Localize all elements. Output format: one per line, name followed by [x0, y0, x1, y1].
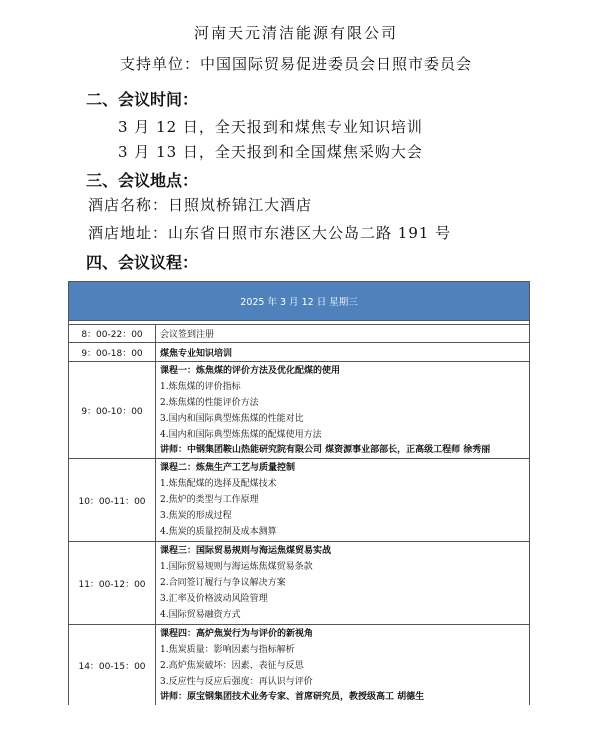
- course-title: 课程四：高炉焦炭行为与评价的新视角: [160, 629, 314, 639]
- table-row: [69, 459, 530, 542]
- agenda-table: [68, 281, 530, 705]
- course-item: 1.炼焦配煤的选择及配煤技术: [160, 479, 277, 489]
- support-unit: 支持单位：中国国际贸易促进委员会日照市委员会: [120, 55, 473, 73]
- course-item: 4.国内和国际典型炼焦煤的配煤使用方法: [160, 430, 322, 440]
- course-item: 1.炼焦煤的评价指标: [160, 382, 241, 392]
- hotel-address: 酒店地址：山东省日照市东港区大公岛二路 191 号: [88, 224, 452, 242]
- time-cell: 14：00-15：00: [69, 625, 156, 706]
- time-cell: 10：00-11：00: [69, 459, 156, 542]
- agenda-date-header: 2025 年 3 月 12 日 星期三: [69, 282, 530, 321]
- time-cell: 8：00-22：00: [69, 325, 156, 343]
- course-item: 4.焦炭的质量控制及成本测算: [160, 527, 277, 537]
- course-item: 2.焦炉的类型与工作原理: [160, 495, 259, 505]
- course-cell: [156, 542, 530, 625]
- course-item: 3.国内和国际典型炼焦煤的性能对比: [160, 414, 304, 424]
- course-cell: [156, 459, 530, 542]
- course-lecturer: 讲师：原宝钢集团技术业务专家、首席研究员，教授级高工 胡德生: [160, 692, 425, 702]
- content-cell: 会议签到注册: [156, 325, 530, 343]
- course-item: 3.焦炭的形成过程: [160, 511, 232, 521]
- agenda-date-row: [69, 282, 530, 321]
- course-item: 4.国际贸易融资方式: [160, 610, 241, 620]
- schedule-day-2: 3 月 13 日，全天报到和全国煤焦采购大会: [118, 143, 423, 161]
- company-name: 河南天元清洁能源有限公司: [193, 24, 398, 42]
- content-cell: 煤焦专业知识培训: [156, 343, 530, 362]
- table-row: [69, 362, 530, 459]
- course-item: 2.高炉焦炭破坏：因素、表征与反思: [160, 661, 304, 671]
- table-row: [69, 343, 530, 362]
- course-cell: [156, 625, 530, 706]
- schedule-day-1: 3 月 12 日，全天报到和煤焦专业知识培训: [118, 118, 423, 136]
- table-row: [69, 542, 530, 625]
- section-heading-venue: 三、会议地点：: [86, 171, 199, 190]
- course-item: 2.炼焦煤的性能评价方法: [160, 398, 259, 408]
- course-lecturer: 讲师：中钢集团鞍山热能研究院有限公司 煤资源事业部部长，正高级工程师 徐秀丽: [160, 445, 491, 455]
- course-item: 2.合同签订履行与争议解决方案: [160, 578, 286, 588]
- course-item: 1.焦炭质量：影响因素与指标解析: [160, 645, 295, 655]
- hotel-name: 酒店名称：日照岚桥锦江大酒店: [88, 196, 313, 214]
- course-item: 3.汇率及价格波动风险管理: [160, 594, 268, 604]
- time-cell: 9：00-18：00: [69, 343, 156, 362]
- time-cell: 9：00-10：00: [69, 362, 156, 459]
- course-title: 课程三：国际贸易规则与海运焦煤贸易实战: [160, 546, 332, 556]
- table-row: [69, 325, 530, 343]
- course-cell: [156, 362, 530, 459]
- section-heading-agenda: 四、会议议程：: [86, 253, 199, 272]
- table-row: [69, 625, 530, 706]
- course-item: 3.反应性与反应后强度：再认识与评价: [160, 677, 313, 687]
- section-heading-time: 二、会议时间：: [86, 90, 199, 109]
- course-item: 1.国际贸易规则与海运炼焦煤贸易条款: [160, 562, 313, 572]
- course-title: 课程一：炼焦煤的评价方法及优化配煤的使用: [160, 366, 341, 376]
- course-title: 课程二：炼焦生产工艺与质量控制: [160, 463, 296, 473]
- time-cell: 11：00-12：00: [69, 542, 156, 625]
